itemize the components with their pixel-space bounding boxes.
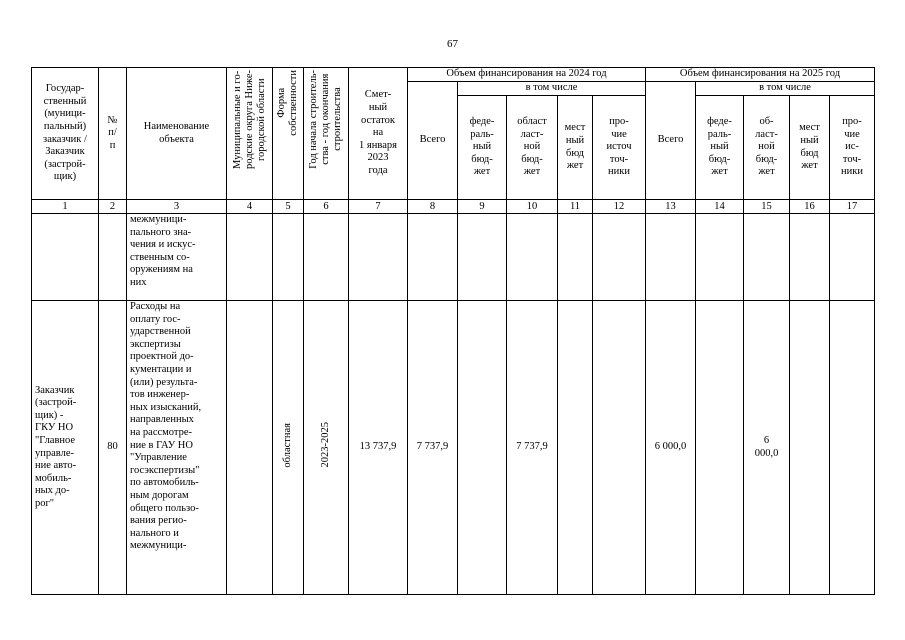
header-total-2024: Всего xyxy=(408,82,458,200)
header-local-2024: мест ный бюд жет xyxy=(558,96,593,200)
page-number: 67 xyxy=(447,38,458,50)
header-row-1 xyxy=(32,68,875,82)
header-including-2025: в том числе xyxy=(696,82,875,96)
header-municipal-districts: Муниципальные и го- родские округа Ниже- городской области xyxy=(231,70,267,169)
header-number: № п/ п xyxy=(99,68,127,200)
header-municipal-districts-cell xyxy=(227,68,273,200)
header-other-2024: про- чие источ точ- ники xyxy=(593,96,646,200)
cell-empty xyxy=(790,214,830,301)
column-number: 10 xyxy=(507,200,558,214)
column-number: 6 xyxy=(304,200,349,214)
column-number: 1 xyxy=(32,200,99,214)
total-2024-cell: 7 737,9 xyxy=(408,301,458,595)
header-financing-2025: Объем финансирования на 2025 год xyxy=(646,68,875,82)
years-cell xyxy=(304,301,349,595)
column-number: 15 xyxy=(744,200,790,214)
other-2024-cell xyxy=(593,301,646,595)
header-other-2025: про- чие ис- точ- ники xyxy=(830,96,875,200)
column-number: 2 xyxy=(99,200,127,214)
column-number: 17 xyxy=(830,200,875,214)
ownership-cell xyxy=(273,301,304,595)
header-federal-2024: феде- раль- ный бюд- жет xyxy=(458,96,507,200)
header-customer: Государ- ственный (муници- пальный) заказчик / Заказчик (застрой- щик) xyxy=(32,68,99,200)
header-total-2025: Всего xyxy=(646,82,696,200)
header-ownership-form: Форма собственности xyxy=(276,70,299,136)
column-number: 8 xyxy=(408,200,458,214)
cell-empty xyxy=(349,214,408,301)
header-ownership-form-cell xyxy=(273,68,304,200)
header-local-2025: мест ный бюд жет xyxy=(790,96,830,200)
financing-table xyxy=(31,67,875,595)
column-number: 4 xyxy=(227,200,273,214)
object-name-continuation: межмуници- пального зна- чения и искус- ственным со- оружениям на них xyxy=(127,214,227,301)
cell-empty xyxy=(558,214,593,301)
local-2024-cell xyxy=(558,301,593,595)
object-name-cell: Расходы на оплату гос- ударственной экспертизы проектной до- кументации и (или) результа- тов инженер- ных изысканий, направленных на рассмотре- ние в ГАУ НО "Управление госэкспертизы" по автомобиль- ным дорогам общего пользо- вания регио- нального и межмуници- xyxy=(127,301,227,595)
table-row-continuation xyxy=(32,214,875,301)
header-regional-2024: област ласт- ной бюд- жет xyxy=(507,96,558,200)
cell-empty xyxy=(227,214,273,301)
cell-empty xyxy=(32,214,99,301)
financing-table-sheet xyxy=(31,67,874,601)
column-number: 12 xyxy=(593,200,646,214)
cell-empty xyxy=(408,214,458,301)
header-object-name: Наименование объекта xyxy=(127,68,227,200)
total-2025-cell: 6 000,0 xyxy=(646,301,696,595)
header-federal-2025: феде- раль- ный бюд- жет xyxy=(696,96,744,200)
column-number: 11 xyxy=(558,200,593,214)
column-number-row xyxy=(32,200,875,214)
federal-2025-cell xyxy=(696,301,744,595)
regional-2024-cell: 7 737,9 xyxy=(507,301,558,595)
header-construction-years: Год начала строитель- ства - год окончания строительства xyxy=(308,70,343,169)
column-number: 5 xyxy=(273,200,304,214)
local-2025-cell xyxy=(790,301,830,595)
cell-empty xyxy=(273,214,304,301)
cell-empty xyxy=(830,214,875,301)
column-number: 16 xyxy=(790,200,830,214)
cell-empty xyxy=(593,214,646,301)
federal-2024-cell xyxy=(458,301,507,595)
header-including-2024: в том числе xyxy=(458,82,646,96)
estimate-remainder-cell: 13 737,9 xyxy=(349,301,408,595)
cell-empty xyxy=(744,214,790,301)
item-number-cell: 80 xyxy=(99,301,127,595)
customer-cell: Заказчик (застрой- щик) - ГКУ НО "Главное управле- ние авто- мобиль- ных до- рог" xyxy=(32,301,99,595)
header-construction-years-cell xyxy=(304,68,349,200)
column-number: 13 xyxy=(646,200,696,214)
ownership-value: областная xyxy=(281,422,293,468)
cell-empty xyxy=(507,214,558,301)
header-financing-2024: Объем финансирования на 2024 год xyxy=(408,68,646,82)
column-number: 3 xyxy=(127,200,227,214)
cell-empty xyxy=(304,214,349,301)
other-2025-cell xyxy=(830,301,875,595)
header-estimate-remainder: Смет- ный остаток на 1 января 2023 года xyxy=(349,68,408,200)
municipal-district-cell xyxy=(227,301,273,595)
column-number: 7 xyxy=(349,200,408,214)
cell-empty xyxy=(646,214,696,301)
cell-empty xyxy=(99,214,127,301)
years-value: 2023-2025 xyxy=(319,422,331,468)
column-number: 14 xyxy=(696,200,744,214)
table-row-item-80 xyxy=(32,301,875,595)
header-regional-2025: об- ласт- ной бюд- жет xyxy=(744,96,790,200)
regional-2025-cell: 6 000,0 xyxy=(744,301,790,595)
cell-empty xyxy=(696,214,744,301)
cell-empty xyxy=(458,214,507,301)
column-number: 9 xyxy=(458,200,507,214)
